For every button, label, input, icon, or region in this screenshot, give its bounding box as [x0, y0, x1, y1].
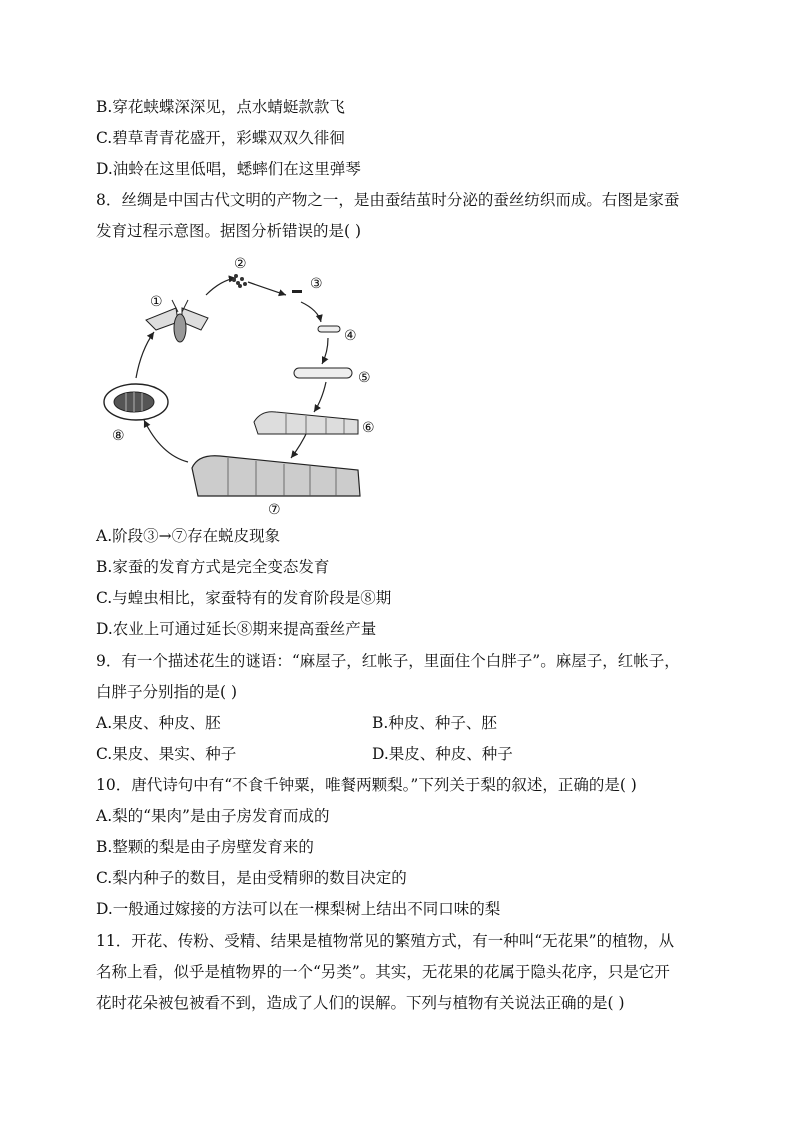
cocoon-icon: [104, 384, 168, 420]
label-5: ⑤: [358, 370, 371, 386]
label-2: ②: [234, 256, 247, 272]
eggs-icon: [232, 274, 247, 288]
q10-option-d: D.一般通过嫁接的方法可以在一棵梨树上结出不同口味的梨: [96, 900, 501, 918]
q9-stem-line2: 白胖子分别指的是( ): [96, 683, 238, 701]
q10-option-a: A.梨的“果肉”是由子房发育而成的: [96, 807, 330, 825]
larva-stage-6-icon: [254, 412, 358, 434]
larva-stage-3-icon: [292, 290, 302, 293]
q11-stem-line3: 花时花朵被包被看不到，造成了人们的误解。下列与植物有关说法正确的是( ): [96, 994, 625, 1012]
larva-stage-7-icon: [192, 456, 360, 496]
q9-stem-line1: 9．有一个描述花生的谜语：“麻屋子，红帐子，里面住个白胖子”。麻屋子，红帐子，: [96, 652, 680, 670]
q11-stem-line1: 11．开花、传粉、受精、结果是植物常见的繁殖方式，有一种叫“无花果”的植物，从: [96, 932, 675, 950]
larva-stage-4-icon: [318, 326, 340, 332]
q10-option-c: C.梨内种子的数目，是由受精卵的数目决定的: [96, 869, 407, 887]
arrow-2-to-3: [248, 282, 286, 295]
arrow-7-to-8: [144, 420, 188, 462]
label-8: ⑧: [112, 428, 125, 444]
larva-stage-5-icon: [294, 368, 352, 378]
arrow-8-to-1: [136, 332, 154, 378]
q8-option-a: A.阶段③→⑦存在蜕皮现象: [96, 527, 281, 545]
q7-option-d: D.油蛉在这里低唱，蟋蟀们在这里弹琴: [96, 160, 361, 178]
arrow-4-to-5: [322, 338, 328, 364]
q9-option-d: D.果皮、种皮、种子: [372, 745, 513, 763]
arrow-1-to-2: [206, 278, 236, 295]
q7-option-b: B.穿花蛱蝶深深见，点水蜻蜓款款飞: [96, 98, 345, 116]
q8-option-b: B.家蚕的发育方式是完全变态发育: [96, 558, 330, 576]
q10-stem: 10．唐代诗句中有“不食千钟粟，唯餐两颗梨。”下列关于梨的叙述，正确的是( ): [96, 776, 637, 794]
q10-option-b: B.整颗的梨是由子房壁发育来的: [96, 838, 314, 856]
q8-option-d: D.农业上可通过延长⑧期来提高蚕丝产量: [96, 620, 377, 638]
label-7: ⑦: [268, 502, 281, 518]
label-6: ⑥: [362, 420, 375, 436]
arrow-5-to-6: [314, 382, 326, 412]
q9-option-b: B.种皮、种子、胚: [372, 714, 497, 732]
q9-option-c: C.果皮、果实、种子: [96, 745, 237, 763]
label-3: ③: [310, 276, 323, 292]
q8-stem-line2: 发育过程示意图。据图分析错误的是( ): [96, 222, 362, 240]
label-4: ④: [344, 328, 357, 344]
silkworm-life-cycle-diagram: [96, 250, 386, 520]
q11-stem-line2: 名称上看，似乎是植物界的一个“另类”。其实，无花果的花属于隐头花序，只是它开: [96, 963, 670, 981]
q8-stem-line1: 8．丝绸是中国古代文明的产物之一，是由蚕结茧时分泌的蚕丝纺织而成。右图是家蚕: [96, 191, 680, 209]
q8-option-c: C.与蝗虫相比，家蚕特有的发育阶段是⑧期: [96, 589, 392, 607]
arrow-3-to-4: [301, 302, 321, 322]
q9-option-a: A.果皮、种皮、胚: [96, 714, 221, 732]
q7-option-c: C.碧草青青花盛开，彩蝶双双久徘徊: [96, 129, 345, 147]
label-1: ①: [150, 294, 163, 310]
